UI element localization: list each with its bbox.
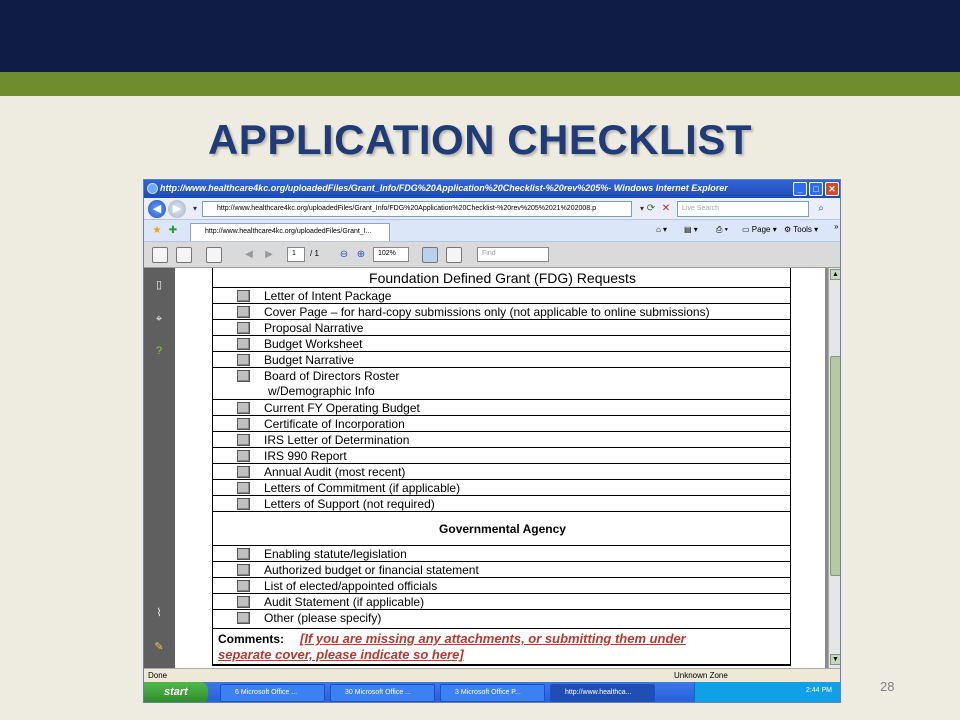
gov-section-title: Governmental Agency <box>439 522 566 536</box>
checkbox[interactable] <box>237 548 250 560</box>
taskbar-button-label: 3 Microsoft Office P... <box>455 689 521 696</box>
checkbox[interactable] <box>237 290 250 302</box>
item-label: Budget Worksheet <box>264 337 363 351</box>
item-label-line2: w/Demographic Info <box>268 384 375 398</box>
attachment-icon[interactable]: ⌇ <box>156 607 162 619</box>
item-label: Letters of Support (not required) <box>264 497 435 511</box>
item-label: Letters of Commitment (if applicable) <box>264 481 461 495</box>
address-row <box>144 198 841 220</box>
close-button[interactable]: ✕ <box>825 182 839 196</box>
item-label: List of elected/appointed officials <box>264 579 438 593</box>
checklist-row <box>213 578 790 594</box>
checkbox[interactable] <box>237 434 250 446</box>
checklist-row <box>213 480 790 496</box>
checklist-row <box>213 496 790 512</box>
taskbar-button[interactable] <box>220 684 325 702</box>
search-input[interactable] <box>677 201 809 217</box>
comments-text: [If you are missing any attachments, or submitting them under <box>300 631 686 646</box>
browser-title-bar <box>144 180 841 198</box>
checkbox[interactable] <box>237 306 250 318</box>
item-label: Authorized budget or financial statement <box>264 563 479 577</box>
prev-page-icon[interactable]: ◀ <box>245 249 253 260</box>
item-label: Budget Narrative <box>264 353 355 367</box>
clock: 2:44 PM <box>805 687 832 694</box>
pdf-save-icon[interactable] <box>176 247 192 263</box>
find-placeholder: Find <box>482 250 496 257</box>
pdf-page <box>175 268 825 668</box>
checklist-table <box>212 268 791 666</box>
checklist-row <box>213 562 790 578</box>
minimize-button[interactable]: _ <box>793 182 807 196</box>
checkbox[interactable] <box>237 450 250 462</box>
checkbox[interactable] <box>237 564 250 576</box>
gov-section-header <box>213 512 790 546</box>
help-icon[interactable]: ? <box>155 345 163 357</box>
item-label: Enabling statute/legislation <box>264 547 407 561</box>
checklist-row <box>213 352 790 368</box>
checkbox[interactable] <box>237 482 250 494</box>
stop-icon[interactable]: ✕ <box>661 203 671 214</box>
add-favorites-icon[interactable]: ✚ <box>168 225 178 236</box>
tab-label: http://www.healthcare4kc.org/uploadedFiles/Grant_I... <box>205 228 372 235</box>
print-icon[interactable]: ⎙ ▾ <box>716 225 728 234</box>
address-input[interactable] <box>202 201 632 217</box>
taskbar-button[interactable] <box>440 684 545 702</box>
item-label: Certificate of Incorporation <box>264 417 405 431</box>
checkbox[interactable] <box>237 418 250 430</box>
slide-title: APPLICATION CHECKLIST <box>207 116 753 163</box>
item-label: Proposal Narrative <box>264 321 364 335</box>
search-icon[interactable]: ⌕ <box>818 203 824 214</box>
pdf-email-icon[interactable] <box>206 247 222 263</box>
system-tray <box>694 682 841 703</box>
home-icon[interactable]: ⌂ ▾ <box>656 225 668 234</box>
comments-text-line2: separate cover, please indicate so here] <box>218 647 464 662</box>
pdf-toolbar <box>144 242 841 268</box>
zoom-in-icon[interactable]: ⊕ <box>356 249 366 260</box>
item-label: Audit Statement (if applicable) <box>264 595 425 609</box>
status-text: Done <box>148 671 168 680</box>
checkbox[interactable] <box>237 596 250 608</box>
search-placeholder: Live Search <box>682 205 719 212</box>
pdf-sidebar <box>144 268 175 668</box>
comments-label: Comments: <box>218 632 285 646</box>
feeds-icon[interactable]: ▤ ▾ <box>684 225 698 234</box>
start-label: start <box>164 686 188 698</box>
page-menu-label: Page <box>751 225 771 234</box>
find-input[interactable] <box>477 247 549 262</box>
page-number-input[interactable] <box>287 247 305 262</box>
refresh-icon[interactable]: ⟳ <box>646 203 656 214</box>
item-label: Current FY Operating Budget <box>264 401 420 415</box>
windows-taskbar <box>144 682 841 703</box>
next-page-icon[interactable]: ▶ <box>265 249 273 260</box>
comments-icon[interactable]: ✎ <box>154 641 164 653</box>
checklist-row <box>213 368 790 400</box>
taskbar-button-label: 6 Microsoft Office ... <box>235 689 298 696</box>
binoculars-icon[interactable]: ⌖ <box>155 313 163 325</box>
vertical-scrollbar[interactable] <box>828 268 841 668</box>
taskbar-button[interactable] <box>330 684 435 702</box>
browser-title: http://www.healthcare4kc.org/uploadedFiles/Grant_Info/FDG%20Application%20Checklist-%20rev%205%- Windows Internet Explorer <box>160 183 728 193</box>
checklist-row <box>213 594 790 610</box>
checklist-row <box>213 416 790 432</box>
slide-green-band <box>0 72 960 96</box>
more-chevron-icon[interactable]: » <box>834 222 839 231</box>
checkbox[interactable] <box>237 338 250 350</box>
item-label: Cover Page – for hard-copy submissions only (not applicable to online submissions) <box>264 305 710 319</box>
ie-logo-icon <box>147 183 158 194</box>
item-label: Board of Directors Roster <box>264 369 400 383</box>
section-title: Foundation Defined Grant (FDG) Requests <box>369 270 636 286</box>
tools-menu-label: Tools <box>793 225 812 234</box>
zoom-value: 102% <box>378 250 396 257</box>
checklist-row <box>213 400 790 416</box>
checklist-row <box>213 336 790 352</box>
start-button[interactable] <box>144 682 208 703</box>
item-label: Annual Audit (most recent) <box>264 465 406 479</box>
checklist-row <box>213 464 790 480</box>
history-dropdown-icon[interactable]: ▾ <box>192 204 197 213</box>
address-dropdown-icon[interactable]: ▾ <box>639 204 644 213</box>
pages-panel-icon[interactable]: ▯ <box>155 279 163 291</box>
forward-button[interactable]: ▶ <box>168 200 186 218</box>
checklist-section-header <box>213 268 790 288</box>
checklist-row <box>213 288 790 304</box>
checklist-row <box>213 432 790 448</box>
zoom-out-icon[interactable]: ⊖ <box>339 249 349 260</box>
pdf-print-icon[interactable] <box>152 247 168 263</box>
taskbar-button-label: 30 Microsoft Office ... <box>345 689 412 696</box>
taskbar-button-active[interactable] <box>550 684 655 702</box>
checkbox[interactable] <box>237 370 250 382</box>
scroll-down-arrow-icon[interactable]: ▼ <box>830 654 841 665</box>
checklist-row <box>213 546 790 562</box>
zoom-select[interactable] <box>373 247 409 262</box>
fit-page-icon[interactable] <box>446 247 462 263</box>
checkbox[interactable] <box>237 580 250 592</box>
page-total: / 1 <box>310 249 319 258</box>
checklist-row <box>213 610 790 629</box>
page-current: 1 <box>292 250 296 257</box>
pdf-document-area <box>175 268 828 668</box>
checkbox[interactable] <box>237 402 250 414</box>
security-zone: Unknown Zone <box>674 671 728 680</box>
checkbox[interactable] <box>237 466 250 478</box>
checklist-row <box>213 304 790 320</box>
checkbox[interactable] <box>237 354 250 366</box>
single-page-view-icon[interactable] <box>422 247 438 263</box>
slide-page-number: 28 <box>880 679 895 694</box>
slide-top-band <box>0 0 960 72</box>
checkbox[interactable] <box>237 498 250 510</box>
address-text: http://www.healthcare4kc.org/uploadedFiles/Grant_Info/FDG%20Application%20Checklist-%20rev%205%2021%202008.p <box>217 205 596 212</box>
checkbox[interactable] <box>237 322 250 334</box>
browser-screenshot <box>143 179 841 703</box>
scroll-up-arrow-icon[interactable]: ▲ <box>830 269 841 280</box>
tab-row <box>144 220 841 242</box>
item-label: IRS Letter of Determination <box>264 433 410 447</box>
favorites-star-icon[interactable]: ★ <box>152 225 162 236</box>
maximize-button[interactable]: □ <box>809 182 823 196</box>
taskbar-button-label: http://www.healthca... <box>565 689 632 696</box>
status-bar <box>144 668 841 682</box>
page-menu[interactable]: ▭ Page ▾ <box>742 225 777 234</box>
checklist-row <box>213 320 790 336</box>
checkbox[interactable] <box>237 612 250 624</box>
item-label: Other (please specify) <box>264 611 382 625</box>
tab-current[interactable] <box>190 223 390 241</box>
comments-row <box>213 629 790 665</box>
scroll-thumb[interactable] <box>830 356 841 576</box>
back-button[interactable]: ◀ <box>148 200 166 218</box>
checklist-row <box>213 448 790 464</box>
tools-menu[interactable]: ⚙ Tools ▾ <box>784 225 819 234</box>
item-label: Letter of Intent Package <box>264 289 392 303</box>
item-label: IRS 990 Report <box>264 449 347 463</box>
